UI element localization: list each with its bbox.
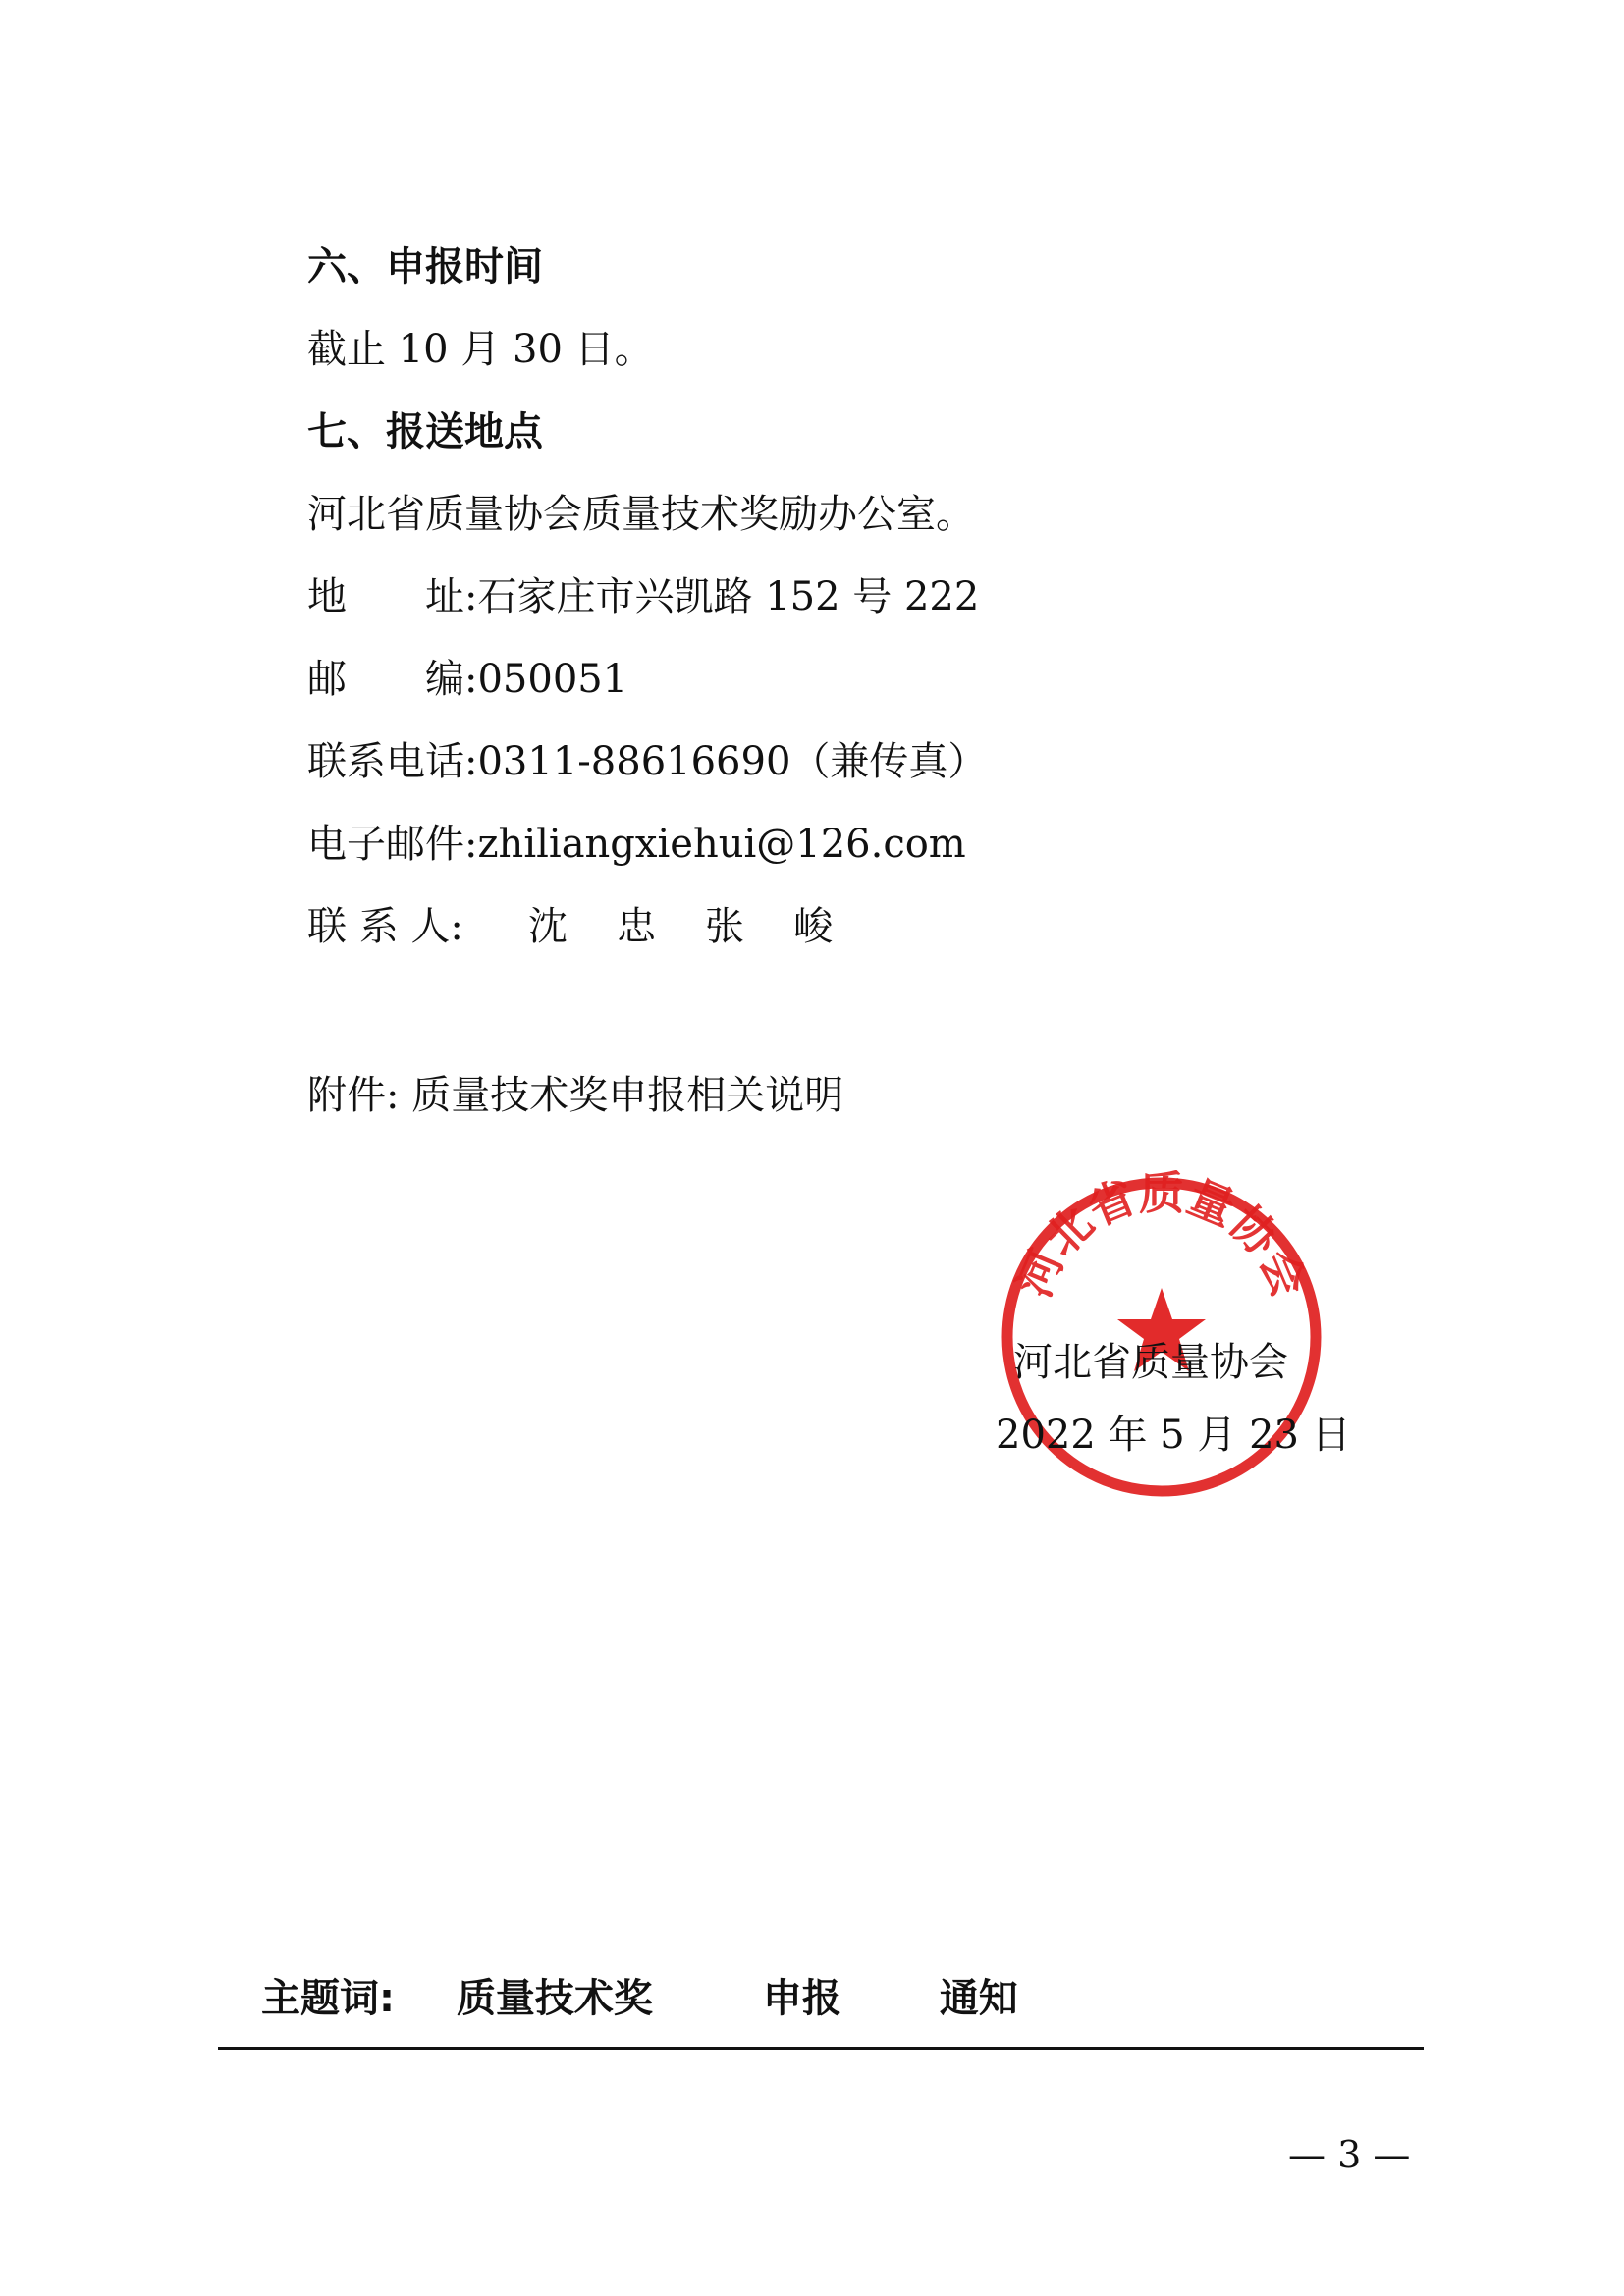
keywords-label: 主题词:	[261, 1976, 395, 2021]
seal-arc-text: 河北省质量协会	[1006, 1170, 1317, 1305]
page-number: — 3 —	[1288, 2133, 1411, 2176]
section-6-heading: 六、申报时间	[307, 244, 543, 290]
contact-label: 联 系 人:	[307, 904, 463, 949]
section-7-heading: 七、报送地点	[307, 409, 543, 454]
phone-value: 0311-88616690（兼传真）	[477, 739, 988, 784]
signature-org: 河北省质量协会	[1013, 1340, 1288, 1385]
postcode-label: 邮 编:	[307, 657, 478, 702]
postcode-value: 050051	[477, 657, 628, 702]
keyword-3: 通知	[939, 1976, 1018, 2021]
section-6-text: 截止 10 月 30 日。	[307, 327, 654, 372]
contact-name-1: 沈	[528, 904, 568, 949]
office-name: 河北省质量协会质量技术奖励办公室。	[307, 492, 975, 537]
address-label: 地 址:	[307, 574, 478, 619]
attachment-note: 附件: 质量技术奖申报相关说明	[307, 1073, 844, 1118]
postcode-field	[307, 654, 627, 705]
email-label: 电子邮件:	[307, 822, 478, 867]
contact-name-4: 峻	[793, 904, 833, 949]
signature-date: 2022 年 5 月 23 日	[996, 1413, 1351, 1458]
contact-name-3: 张	[705, 904, 744, 949]
phone-field	[307, 736, 987, 787]
contact-field	[307, 901, 852, 952]
keyword-1: 质量技术奖	[456, 1976, 653, 2021]
email-field	[307, 819, 966, 870]
address-field	[307, 571, 979, 622]
keyword-2: 申报	[762, 1976, 841, 2021]
contact-name-2: 忠	[617, 904, 656, 949]
phone-label: 联系电话:	[307, 739, 478, 784]
address-value: 石家庄市兴凯路 152 号 222	[477, 574, 980, 619]
footer-divider	[218, 2047, 1424, 2050]
keywords-line	[261, 1973, 1018, 2024]
email-value: zhiliangxiehui@126.com	[477, 822, 966, 867]
